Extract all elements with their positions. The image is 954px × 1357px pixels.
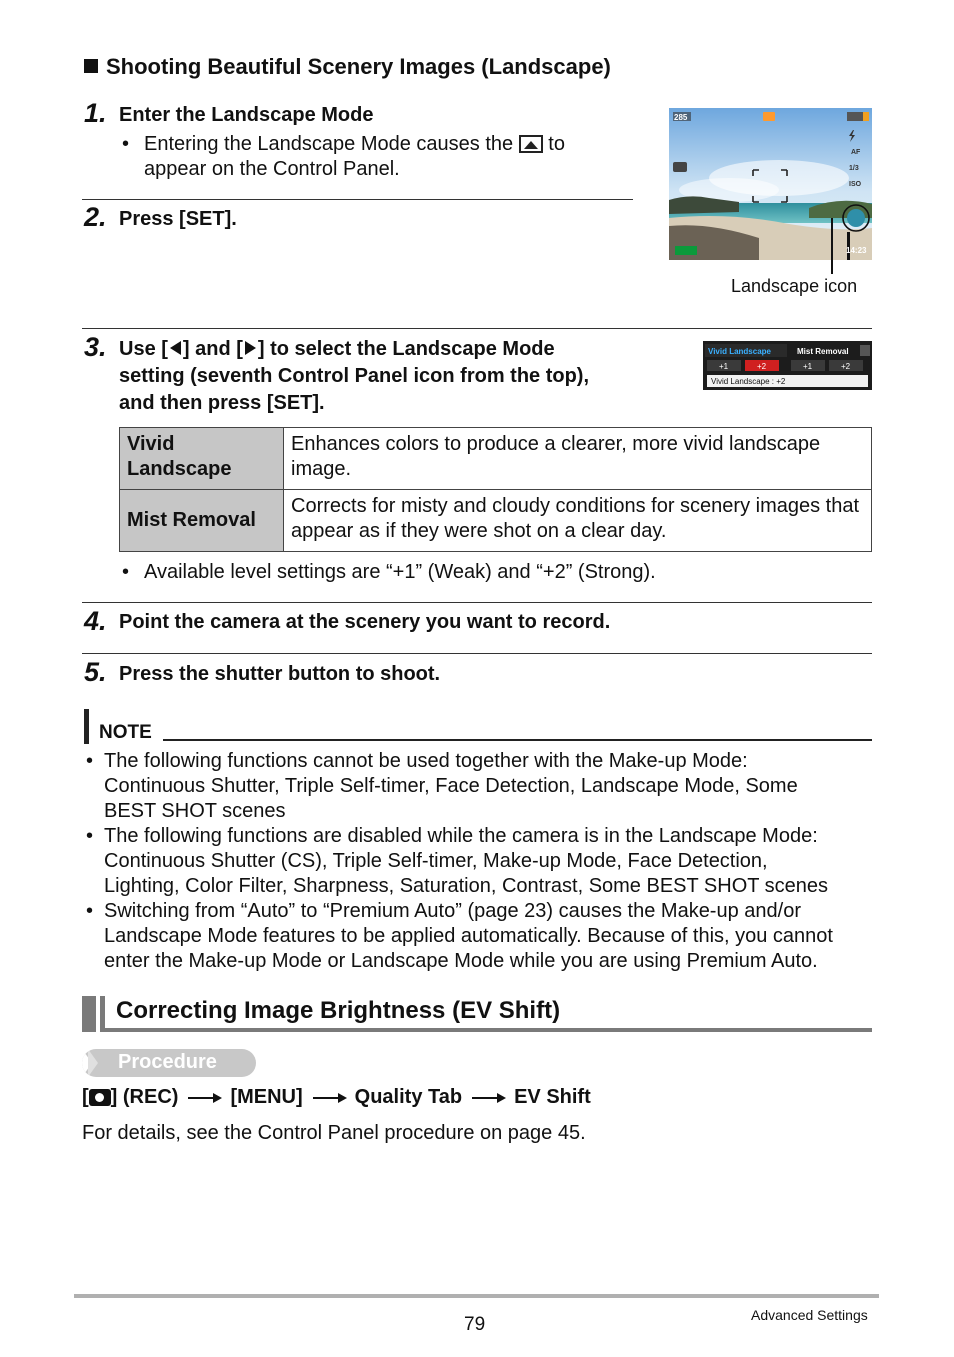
svg-text:ISO: ISO	[849, 181, 862, 188]
divider	[82, 653, 872, 654]
list-item: • The following functions cannot be used together with the Make-up Mode: Continuous Shutter, Triple Self-timer, Face Detection, Landscape Mode, Some BEST SHOT scenes	[86, 750, 798, 822]
step-number: 3.	[84, 332, 107, 362]
step-number: 2.	[84, 202, 107, 232]
step-title: Point the camera at the scenery you want to record.	[119, 611, 611, 633]
options-table	[119, 427, 872, 552]
option-desc: Enhances colors to produce a clearer, more vivid landscape image.	[284, 428, 872, 490]
option-desc: Corrects for misty and cloudy conditions for scenery images that appear as if they were shot on a clear day.	[284, 490, 872, 552]
list-item: • Available level settings are “+1” (Weak) and “+2” (Strong).	[122, 561, 656, 583]
square-bullet-icon	[84, 59, 98, 73]
list-item: • The following functions are disabled while the camera is in the Landscape Mode: Continuous Shutter (CS), Triple Self-timer, Make-up Mode, Face Detection, Lighting, Color Filter, Sharpness, Saturation, Contrast, Some BEST SHOT scenes	[86, 825, 829, 897]
camera-screen-landscape	[669, 108, 872, 260]
divider	[82, 199, 633, 200]
subsection-title: Shooting Beautiful Scenery Images (Landscape)	[84, 54, 611, 80]
landscape-panel-icon	[847, 209, 865, 227]
step-number: 5.	[84, 657, 107, 687]
clock: 14:23	[846, 246, 867, 255]
note-rule	[163, 739, 872, 741]
table-row	[120, 490, 872, 552]
battery-icon	[675, 246, 697, 255]
option-label: Vivid Landscape	[120, 428, 284, 490]
divider	[82, 328, 872, 329]
footer-section: Advanced Settings	[751, 1307, 868, 1323]
svg-text:+2: +2	[757, 362, 767, 371]
divider	[82, 602, 872, 603]
callout-label: Landscape icon	[731, 276, 858, 296]
note-marker	[84, 709, 89, 744]
footer-rule	[74, 1294, 879, 1298]
step-title: Press [SET].	[119, 208, 237, 230]
list-item: • Switching from “Auto” to “Premium Auto” (page 23) causes the Make-up and/or Landscape Mode features to be applied automatically. Because of this, you cannot enter the Make-up Mode or Landscape Mode while you are using Premium Auto.	[86, 900, 833, 972]
step-title: Enter the Landscape Mode	[119, 104, 374, 126]
landscape-mode-icon	[519, 135, 543, 153]
menu-path: [ ] (REC) [MENU] Quality Tab EV Shift	[82, 1086, 591, 1108]
shot-counter: 285	[674, 113, 688, 122]
step-title: Use [ ] and [ ] to select the Landscape Mode setting (seventh Control Panel icon from the top), and then press [SET].	[119, 338, 590, 414]
note-heading: NOTE	[99, 722, 152, 743]
step-number: 1.	[84, 98, 107, 128]
right-arrow-icon	[245, 341, 256, 355]
camera-icon	[89, 1089, 111, 1106]
camera-mode-icon	[763, 112, 775, 121]
page-number: 79	[464, 1314, 486, 1335]
procedure-badge: Procedure	[82, 1049, 256, 1077]
list-item: • Entering the Landscape Mode causes the to appear on the Control Panel.	[122, 133, 565, 180]
svg-text:Vivid Landscape : +2: Vivid Landscape : +2	[711, 377, 786, 386]
details-text: For details, see the Control Panel procedure on page 45.	[82, 1122, 586, 1144]
svg-text:AF: AF	[851, 149, 861, 156]
left-arrow-icon	[170, 341, 181, 355]
option-label: Mist Removal	[120, 490, 284, 552]
svg-text:Vivid Landscape: Vivid Landscape	[708, 347, 771, 356]
arrow-right-icon	[188, 1097, 220, 1099]
step-title: Press the shutter button to shoot.	[119, 663, 441, 685]
step-number: 4.	[84, 606, 107, 636]
arrow-right-icon	[313, 1097, 345, 1099]
svg-text:1/3: 1/3	[849, 165, 859, 172]
svg-text:+1: +1	[803, 362, 813, 371]
table-row	[120, 428, 872, 490]
camera-screen-options	[703, 341, 872, 390]
svg-text:Mist Removal: Mist Removal	[797, 347, 849, 356]
camera-side-icon	[673, 162, 687, 172]
arrow-right-icon	[472, 1097, 504, 1099]
svg-text:+1: +1	[719, 362, 729, 371]
svg-text:+2: +2	[841, 362, 851, 371]
callout-line	[831, 218, 833, 274]
section-title: Correcting Image Brightness (EV Shift)	[116, 997, 561, 1024]
